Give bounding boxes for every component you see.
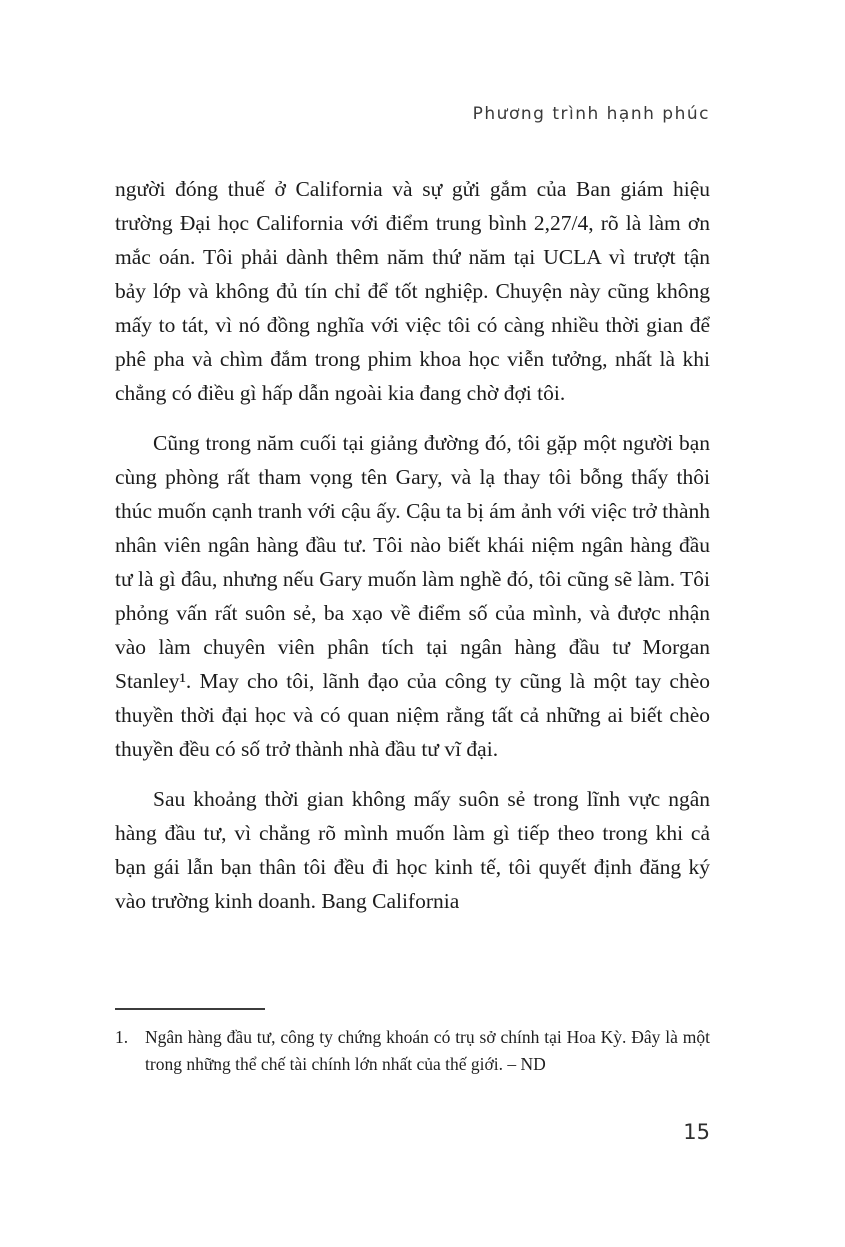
body-text xyxy=(115,172,710,918)
paragraph: Sau khoảng thời gian không mấy suôn sẻ trong lĩnh vực ngân hàng đầu tư, vì chẳng rõ mình muốn làm gì tiếp theo trong khi cả bạn gái lẫn bạn thân tôi đều đi học kinh tế, tôi quyết định đăng ký vào trường kinh doanh. Bang California xyxy=(115,787,710,913)
footnote xyxy=(115,1024,710,1078)
paragraph: Cũng trong năm cuối tại giảng đường đó, tôi gặp một người bạn cùng phòng rất tham vọng tên Gary, và lạ thay tôi bỗng thấy thôi thúc muốn cạnh tranh với cậu ấy. Cậu ta bị ám ảnh với việc trở thành nhân viên ngân hàng đầu tư. Tôi nào biết khái niệm ngân hàng đầu tư là gì đâu, nhưng nếu Gary muốn làm nghề đó, tôi cũng sẽ làm. Tôi phỏng vấn rất suôn sẻ, ba xạo về điểm số của mình, và được nhận vào làm chuyên viên phân tích tại ngân hàng đầu tư Morgan Stanley¹. May cho tôi, lãnh đạo của công ty cũng là một tay chèo thuyền thời đại học và có quan niệm rằng tất cả những ai biết chèo thuyền đều có số trở thành nhà đầu tư vĩ đại. xyxy=(115,431,710,761)
footnote-text: Ngân hàng đầu tư, công ty chứng khoán có trụ sở chính tại Hoa Kỳ. Đây là một trong những thể chế tài chính lớn nhất của thế giới. – ND xyxy=(145,1027,710,1074)
footnote-marker: 1. xyxy=(115,1027,129,1047)
footnote-area xyxy=(115,1008,710,1078)
page-number: 15 xyxy=(683,1120,710,1144)
footnote-separator xyxy=(115,1008,265,1010)
paragraph: người đóng thuế ở California và sự gửi gắm của Ban giám hiệu trường Đại học California với điểm trung bình 2,27/4, rõ là làm ơn mắc oán. Tôi phải dành thêm năm thứ năm tại UCLA vì trượt tận bảy lớp và không đủ tín chỉ để tốt nghiệp. Chuyện này cũng không mấy to tát, vì nó đồng nghĩa với việc tôi có càng nhiều thời gian để phê pha và chìm đắm trong phim khoa học viễn tưởng, nhất là khi chẳng có điều gì hấp dẫn ngoài kia đang chờ đợi tôi. xyxy=(115,177,710,405)
running-header: Phương trình hạnh phúc xyxy=(472,104,710,124)
